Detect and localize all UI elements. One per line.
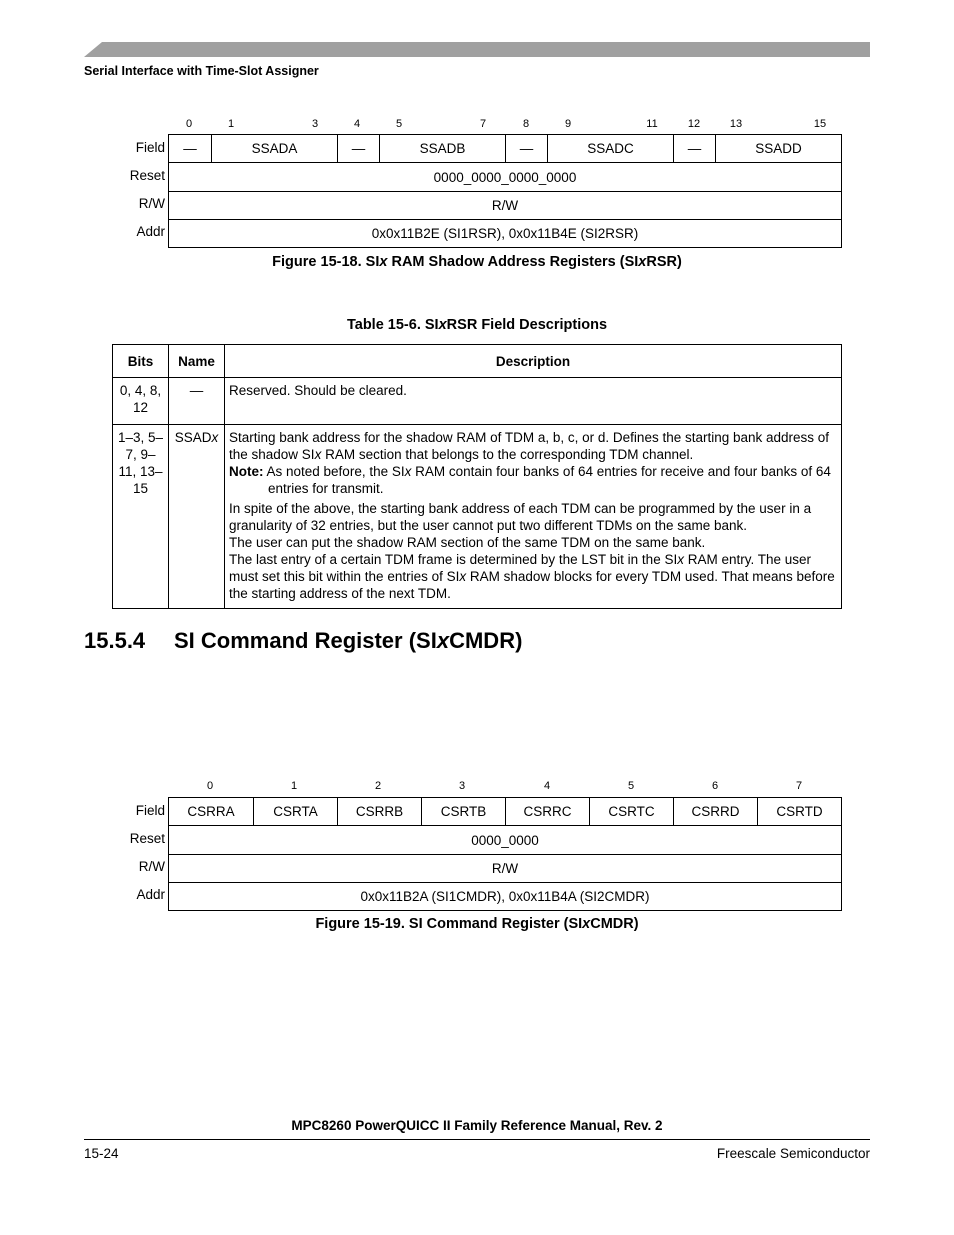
field-cell: CSRRC [505,798,589,825]
field-cell: — [337,135,379,162]
bit-number: 13 [729,118,743,130]
table-header-row [113,345,842,378]
text: RAM entry. The user must set this bit within the entries of SI [229,552,811,584]
text: RAM section that belongs to the corresponding TDM channel. [321,447,694,462]
caption-text: Figure 15-18. SI [272,254,380,270]
bit-number: 12 [687,118,701,130]
description-paragraph: In spite of the above, the starting bank address of each TDM can be programmed by the user in a granularity of 32 entries, but the user cannot put two different TDMs on the same bank. [229,501,812,533]
running-title: Serial Interface with Time-Slot Assigner [84,64,319,78]
bit-number: 4 [543,780,551,792]
bit-number: 1 [227,118,235,130]
bit-number: 7 [479,118,487,130]
bit-number: 15 [813,118,827,130]
caption-text: Figure 15-19. SI Command Register (SI [315,916,583,932]
header-name: Name [169,345,225,378]
section-title: SI Command Register (SI [174,628,437,653]
header-description: Description [225,345,842,378]
note-label: Note: [229,464,264,479]
bit-number: 8 [522,118,530,130]
caption-italic: x [379,254,388,270]
bit-numbers [0,780,954,794]
bit-number: 1 [290,780,298,792]
description-cell [225,425,842,609]
field-cell: CSRRA [187,804,235,819]
bit-number: 5 [627,780,635,792]
row-label-field: Field [135,803,165,818]
figure-caption [84,254,870,270]
table-title-text: RSR Field Descriptions [446,317,608,333]
field-cell: SSADA [211,135,337,162]
italic-text: x [677,552,684,567]
caption-text: RAM Shadow Address Registers (SI [387,254,639,270]
table-title-text: Table 15-6. SI [346,317,439,333]
rw-row [168,191,842,220]
reset-row [168,826,842,855]
text: As noted before, the SI [263,464,405,479]
field-description-table [112,344,842,609]
bit-numbers [0,118,954,132]
text: Starting bank address for the shadow RAM of TDM a, b, c, or d. Defines the starting bank address of the shadow SI [229,430,830,462]
rw-row [168,854,842,883]
field-cell: CSRTA [253,798,337,825]
addr-value: 0x0x11B2E (SI1RSR), 0x0x11B4E (SI2RSR) [371,225,639,241]
description-paragraph [229,429,837,463]
rw-value: R/W [491,860,519,876]
page-number: 15-24 [84,1146,119,1161]
row-label-field: Field [135,140,165,155]
name-italic: x [211,430,219,445]
reset-value: 0000_0000 [471,832,539,848]
row-label-rw: R/W [138,196,165,211]
table-title-italic: x [438,317,447,333]
field-cell: SSADD [715,135,841,162]
text: RAM shadow blocks for every TDM used. That means before the starting address of the next TDM. [229,569,835,601]
italic-text: x [314,447,322,462]
bit-number: 7 [795,780,803,792]
caption-text: CMDR) [590,916,639,932]
caption-italic: x [582,916,591,932]
field-cell: — [183,141,197,156]
bit-number: 0 [206,780,214,792]
row-label-reset: Reset [129,831,165,846]
field-cell: CSRTC [589,798,673,825]
addr-row [168,882,842,911]
note [229,463,837,497]
field-cell: CSRRD [673,798,757,825]
name-text: SSAD [174,430,212,445]
row-label-rw: R/W [138,859,165,874]
field-row [168,797,842,826]
table-title [84,317,870,333]
addr-value: 0x0x11B2A (SI1CMDR), 0x0x11B4A (SI2CMDR) [360,888,650,904]
field-row [168,134,842,163]
header-bits: Bits [113,345,169,378]
footer-divider [84,1139,870,1140]
text: RAM contain four banks of 64 entries for receive and four banks of 64 entries for transmit. [268,464,831,496]
caption-italic: x [638,254,647,270]
footer-manual-title: MPC8260 PowerQUICC II Family Reference Manual, Rev. 2 [291,1118,663,1133]
field-cell: SSADC [547,135,673,162]
row-label-reset: Reset [129,168,165,183]
table-row [113,425,842,609]
addr-row [168,219,842,248]
text: The last entry of a certain TDM frame is determined by the LST bit in the SI [229,552,678,567]
field-cell: CSRTD [757,798,841,825]
field-cell: — [505,135,547,162]
description-cell: Reserved. Should be cleared. [225,378,842,425]
bits-cell: 0, 4, 8, 12 [113,378,169,425]
rw-value: R/W [491,197,519,213]
name-cell: — [169,378,225,425]
reset-row [168,163,842,192]
bit-number: 4 [353,118,361,130]
bit-number: 3 [311,118,319,130]
field-cell: CSRTB [421,798,505,825]
field-cell: CSRRB [337,798,421,825]
bit-number: 6 [711,780,719,792]
caption-text: RSR) [646,254,682,270]
bit-number: 11 [646,118,658,130]
footer-company: Freescale Semiconductor [716,1146,870,1161]
bit-number: 0 [185,118,193,130]
section-title-italic: x [436,628,450,653]
bit-number: 9 [564,118,572,130]
reset-value: 0000_0000_0000_0000 [433,169,577,185]
bit-number: 3 [458,780,466,792]
section-number: 15.5.4 [84,628,146,653]
bit-number: 5 [395,118,403,130]
section-title: CMDR) [449,628,523,653]
row-label-addr: Addr [136,224,165,239]
italic-text: x [459,569,467,584]
row-label-addr: Addr [136,887,165,902]
field-cell: — [673,135,715,162]
table-row [113,378,842,425]
bit-number: 2 [374,780,382,792]
figure-caption [84,916,870,932]
field-cell: SSADB [379,135,505,162]
name-cell [169,425,225,609]
italic-text: x [404,464,412,479]
section-heading [84,628,522,654]
bits-cell: 1–3, 5–7, 9–11, 13–15 [113,425,169,609]
description-paragraph: The user can put the shadow RAM section of the same TDM on the same bank. [229,535,706,550]
header-bar [84,42,870,57]
description-paragraph [229,551,837,602]
